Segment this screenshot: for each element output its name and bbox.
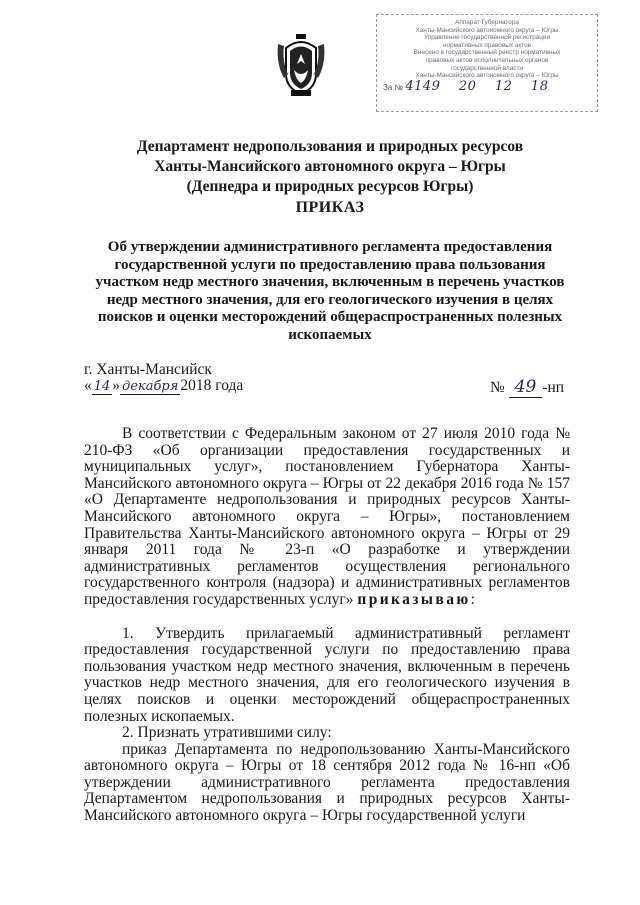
title-line: государственной услуги по предоставлению права пользования [114,256,546,273]
stamp-reg-prefix: За № [383,82,404,92]
department-header [80,137,580,197]
date-close-quote: » [112,377,121,394]
stamp-line: государственной власти [451,64,523,72]
document-body [84,426,570,825]
stamp-reg-number: 4149 [405,78,441,94]
body-paragraph-preamble [84,426,570,609]
title-line: участком недр местного значения, включенным в перечень участков [95,274,565,290]
number-value: 49 [509,377,543,398]
title-line: недр местного значения, для его геологического изучения в целях [106,291,554,308]
registration-stamp [376,14,598,112]
stamp-reg-year: 18 [530,78,549,94]
title-line: Об утверждении административного регламента предоставления [107,239,553,255]
body-paragraph-repealed-order: приказ Департамента по недропользованию Ханты-Мансийского автономного округа – Югры от 18 сентября 2012 года № 16-нп «Об утверждении административного регламента предоставления Департаментом недропользования и природных ресурсов Ханты-Мансийского автономного округа – Югры государственной услуги [84,740,570,825]
stamp-line: Ханты-Мансийского автономного округа – Югры [415,72,559,80]
number-suffix: -нп [542,379,565,396]
stamp-line: нормативных правовых актов [442,41,532,49]
date-day: 14 [93,379,111,394]
stamp-line: Ханты-Мансийского автономного округа – Югры [415,26,559,34]
body-paragraph-item-2: 2. Признать утратившими силу: [122,724,332,742]
stamp-reg-day: 20 [458,78,477,94]
stamp-line: Аппарат Губернатора [455,19,519,26]
department-line: Ханты-Мансийского автономного округа – Югры [154,158,506,175]
document-number [490,377,564,397]
title-line: ископаемых [288,326,372,343]
city: г. Ханты-Мансийск [84,361,212,378]
number-prefix: № [490,379,505,396]
document-date [84,377,243,395]
stamp-line: правовых актов исполнительных органов [425,56,549,64]
preamble-end: : [470,590,475,608]
document-title [80,239,580,344]
preamble-text: В соответствии с Федеральным законом от 27 июля 2010 года № 210-ФЗ «Об организации предоставления государственных и муниципальных услуг», постановлением Губернатора Ханты-Мансийского автономного округа – Югры от 22 декабря 2016 года № 157 «О Департаменте недропользования и природных ресурсов Ханты-Мансийского автономного округа – Югры», постановлением Правительства Ханты-Мансийского автономного округа – Югры от 29 января 2011 года № 23-п «О разработке и утверждении административных регламентов осуществления регионального государственного контроля (надзора) и административных регламентов предоставления государственных услуг» [84,425,570,608]
stamp-line: Управление государственной регистрации [423,34,551,42]
date-year: 2018 года [180,377,244,394]
stamp-registration-row [383,78,591,94]
date-open-quote: « [84,377,92,394]
coat-of-arms-emblem [276,34,326,98]
department-line: (Депнедра и природных ресурсов Югры) [186,178,474,195]
order-word: приказываю [357,590,471,608]
stamp-reg-month: 12 [494,78,513,94]
stamp-line: Внесено в государственный реестр нормативных [413,49,561,57]
title-line: поисков и оценки месторождений общераспространенных полезных [97,309,563,325]
department-line: Департамент недропользования и природных ресурсов [136,138,524,155]
body-paragraph-item-1: 1. Утвердить прилагаемый административный регламент предоставления государственной услуги по предоставлению права пользования участком недр местного значения, включенным в перечень участков недр местного значения, для его геологического изучения в целях поисков и оценки месторождений общераспространенных полезных ископаемых. [84,624,570,725]
document-type: ПРИКАЗ [295,199,365,216]
date-month: декабря [122,379,179,394]
